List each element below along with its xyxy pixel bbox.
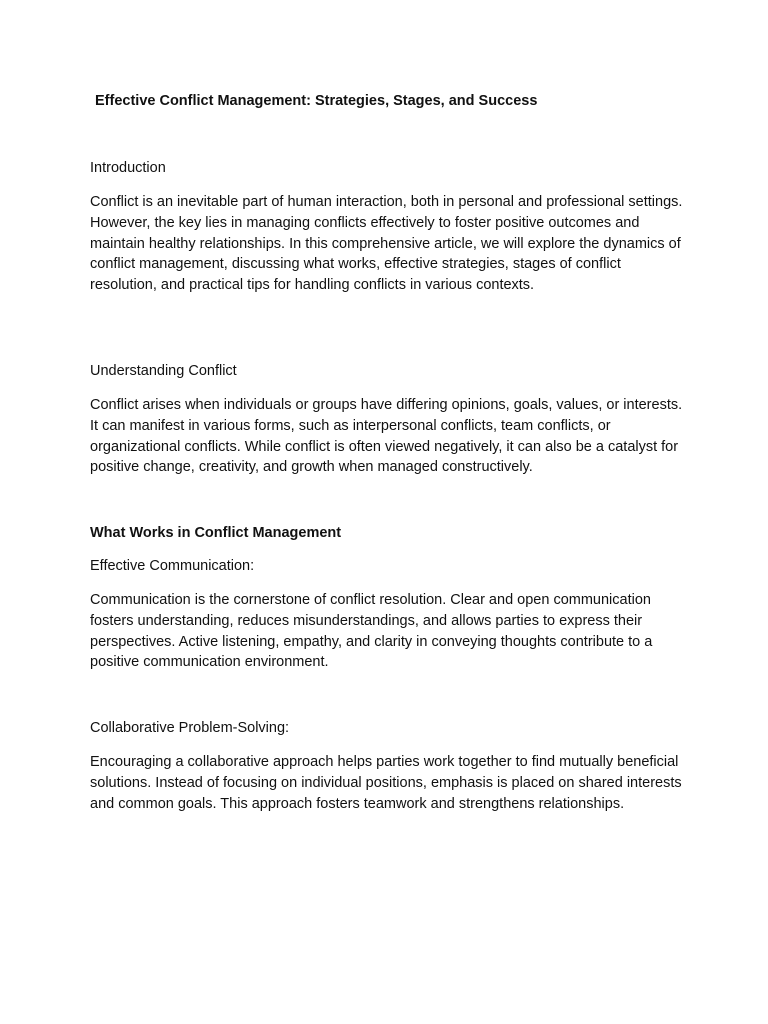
section-body-introduction: Conflict is an inevitable part of human interaction, both in personal and professional settings. However, the key lies in managing conflicts effectively to foster positive outcomes and maintain healthy relationships. In this comprehensive article, we will explore the dynamics of conflict management, discussing what works, effective strategies, stages of conflict resolution, and practical tips for handling conflicts in various contexts. bbox=[90, 194, 683, 294]
section-heading-introduction: Introduction bbox=[90, 160, 166, 176]
section-body-understanding-conflict: Conflict arises when individuals or groups have differing opinions, goals, values, or interests. It can manifest in various forms, such as interpersonal conflicts, team conflicts, or organizational conflicts. While conflict is often viewed negatively, it can also be a catalyst for positive change, creativity, and growth when managed constructively. bbox=[90, 397, 683, 476]
section-body-collaborative-problem-solving: Encouraging a collaborative approach helps parties work together to find mutually beneficial solutions. Instead of focusing on individual positions, emphasis is placed on shared interests and common goals. This approach fosters teamwork and strengthens relationships. bbox=[90, 754, 682, 812]
section-heading-what-works: What Works in Conflict Management bbox=[90, 525, 342, 541]
section-heading-effective-communication: Effective Communication: bbox=[90, 558, 255, 574]
section-body-effective-communication: Communication is the cornerstone of conflict resolution. Clear and open communication fosters understanding, reduces misunderstandings, and allows parties to express their perspectives. Active listening, empathy, and clarity in conveying thoughts contribute to a positive communication environment. bbox=[90, 592, 653, 671]
document-title: Effective Conflict Management: Strategies, Stages, and Success bbox=[95, 93, 538, 109]
section-heading-understanding-conflict: Understanding Conflict bbox=[90, 363, 237, 379]
section-heading-collaborative-problem-solving: Collaborative Problem-Solving: bbox=[90, 720, 290, 736]
